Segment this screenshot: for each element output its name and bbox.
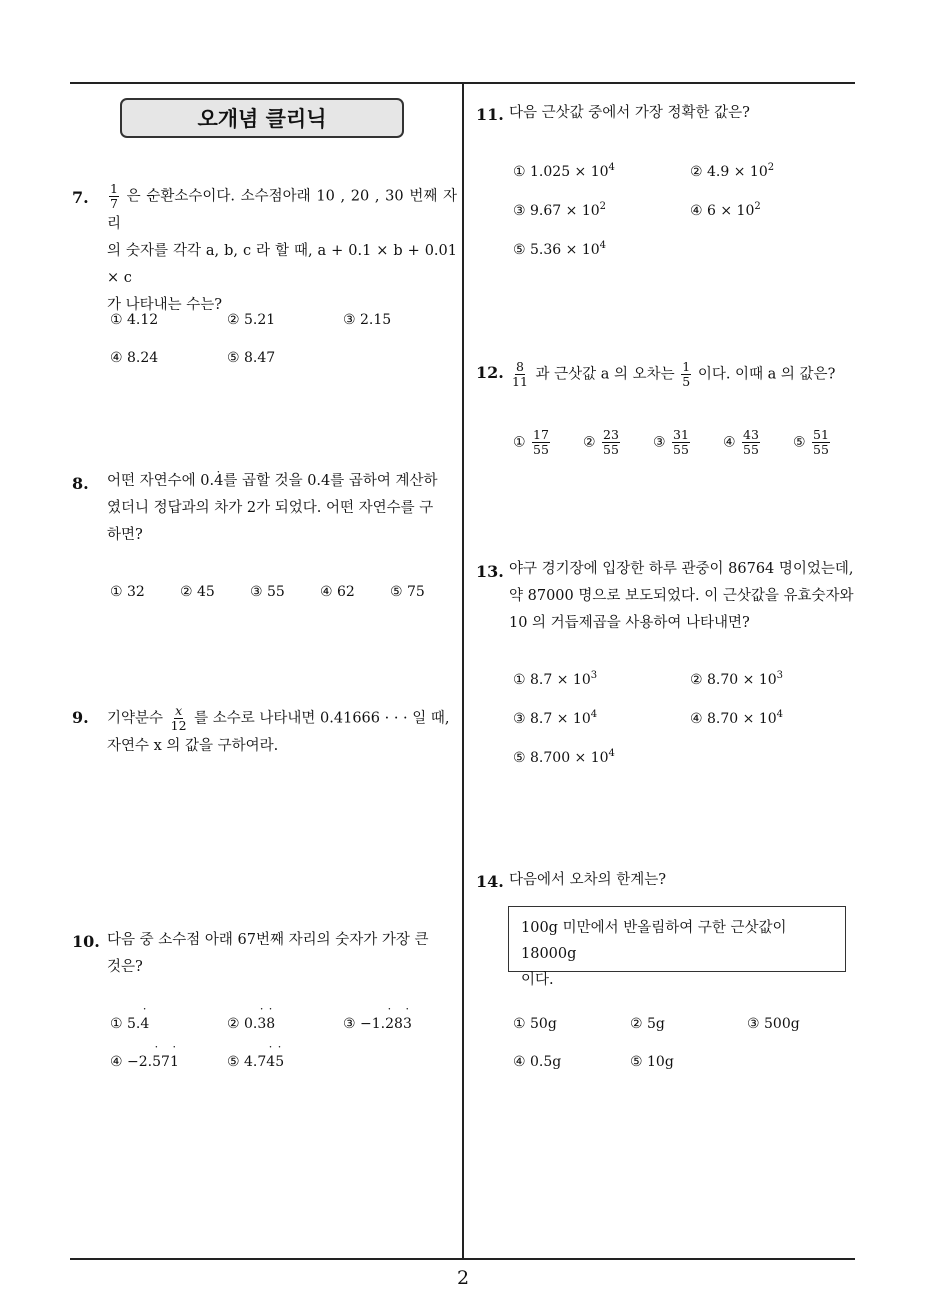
option-symbol: ② xyxy=(690,672,708,688)
question-7-text: $\frac{1}{7}$ 은 순환소수이다. 소수점아래 10 , 20 , 30 번째 자리 의 숫자를 각각 a, b, c 라 할 때, a + 0.1 × b + 0.01 × c 가 나타내는 수는? xyxy=(107,181,458,313)
bottom-rule xyxy=(70,1258,855,1260)
question-11-text: 다음 근삿값 중에서 가장 정확한 값은? xyxy=(509,105,750,121)
option-3[interactable] xyxy=(653,428,692,457)
question-13-number: 13. xyxy=(476,562,504,581)
fraction xyxy=(742,428,760,457)
fraction xyxy=(532,428,550,457)
option-5[interactable] xyxy=(227,1054,284,1070)
repeating-digit: 4 ˙ xyxy=(140,1016,149,1032)
numerator: 17 xyxy=(533,427,549,442)
option-2[interactable] xyxy=(583,428,622,457)
option-2[interactable]: ② 5.21 xyxy=(227,312,276,328)
option-symbol: ③ xyxy=(653,434,671,451)
option-symbol: ④ xyxy=(690,203,708,219)
repeating-digit: 3 ˙ xyxy=(403,1016,412,1032)
exponent: 2 xyxy=(754,201,761,212)
option-value: 8.7 × 10 xyxy=(530,672,591,688)
option-value: 8.70 × 10 xyxy=(707,672,777,688)
option-3[interactable] xyxy=(513,709,597,727)
option-3[interactable] xyxy=(513,201,606,219)
numerator: 43 xyxy=(743,427,759,442)
numerator: 23 xyxy=(603,427,619,442)
option-2[interactable] xyxy=(690,162,774,180)
condition-box: 100g 미만에서 반올림하여 구한 근삿값이 18000g 이다. xyxy=(508,906,846,972)
fraction: $\frac{x}{12}$ xyxy=(170,703,187,733)
question-8-text: 어떤 자연수에 0.4 ˙를 곱할 것을 0.4를 곱하여 계산하 였더니 정답과의 차가 2가 되었다. 어떤 자연수를 구 하면? xyxy=(107,468,457,549)
numerator: 31 xyxy=(673,427,689,442)
option-3[interactable] xyxy=(343,1016,412,1032)
option-4[interactable] xyxy=(690,201,761,219)
option-value: 6 × 10 xyxy=(707,203,755,219)
numerator: 51 xyxy=(813,427,829,442)
question-12-number: 12. xyxy=(476,363,504,382)
option-value: 1.025 × 10 xyxy=(530,164,609,180)
option-1[interactable] xyxy=(513,670,597,688)
exponent: 4 xyxy=(590,709,598,720)
option-5[interactable] xyxy=(513,748,615,766)
option-1[interactable]: ① 50g xyxy=(513,1016,557,1032)
option-2[interactable] xyxy=(227,1016,275,1032)
option-symbol: ② xyxy=(583,434,601,451)
page-number: 2 xyxy=(456,1267,470,1289)
option-symbol: ④ xyxy=(110,1054,128,1070)
fraction xyxy=(602,428,620,457)
option-4[interactable] xyxy=(110,1054,179,1070)
option-symbol: ① xyxy=(513,672,531,688)
repeating-digit: 5 ˙ xyxy=(152,1054,161,1070)
option-1[interactable]: ① 4.12 xyxy=(110,312,159,328)
option-symbol: ⑤ xyxy=(513,242,531,258)
repeating-digit: 5 ˙ xyxy=(275,1054,284,1070)
denominator: 55 xyxy=(533,442,549,457)
exponent: 3 xyxy=(590,670,598,681)
exponent: 4 xyxy=(776,709,784,720)
option-4[interactable]: ④ 0.5g xyxy=(513,1054,562,1070)
fraction xyxy=(672,428,690,457)
fraction: $\frac{8}{11}$ xyxy=(512,359,528,389)
decimal-part: 0. xyxy=(244,1016,258,1032)
fraction: $\frac{1}{7}$ xyxy=(110,181,118,211)
option-3[interactable]: ③ 500g xyxy=(747,1016,800,1032)
exponent: 2 xyxy=(599,201,607,212)
option-5[interactable]: ⑤ 10g xyxy=(630,1054,674,1070)
option-3[interactable]: ③ 55 xyxy=(250,584,285,600)
fraction: $\frac{1}{5}$ xyxy=(682,359,691,389)
decimal-part: 5. xyxy=(127,1016,141,1032)
option-2[interactable]: ② 45 xyxy=(180,584,215,600)
option-5[interactable] xyxy=(793,428,832,457)
option-5[interactable] xyxy=(513,240,606,258)
option-2[interactable]: ② 5g xyxy=(630,1016,665,1032)
decimal-part: 8 xyxy=(394,1016,403,1032)
question-13-text: 야구 경기장에 입장한 하루 관중이 86764 명이었는데, 약 87000 명으로 보도되었다. 이 근삿값을 유효숫자와 10 의 거듭제곱을 사용하여 나타내면? xyxy=(509,561,854,631)
option-symbol: ① xyxy=(513,164,531,180)
decimal-part: −1. xyxy=(360,1016,386,1032)
option-symbol: ③ xyxy=(513,203,531,219)
option-symbol: ⑤ xyxy=(793,434,811,451)
option-1[interactable]: ① 32 xyxy=(110,584,145,600)
option-symbol: ① xyxy=(110,1016,128,1032)
exponent: 4 xyxy=(608,162,615,173)
option-4[interactable] xyxy=(723,428,762,457)
repeating-digit: 4 ˙ xyxy=(266,1054,275,1070)
denominator: 55 xyxy=(673,442,689,457)
option-value: 8.700 × 10 xyxy=(530,750,609,766)
question-8-number: 8. xyxy=(72,474,89,493)
option-symbol: ④ xyxy=(690,711,708,727)
option-4[interactable] xyxy=(690,709,783,727)
question-10-text: 다음 중 소수점 아래 67번째 자리의 숫자가 가장 큰 것은? xyxy=(107,932,429,975)
decimal-part: 4.7 xyxy=(244,1054,267,1070)
denominator: 55 xyxy=(743,442,759,457)
question-14-text: 다음에서 오차의 한계는? xyxy=(509,872,667,888)
option-symbol: ② xyxy=(690,164,708,180)
question-14-number: 14. xyxy=(476,872,504,891)
fraction xyxy=(812,428,830,457)
option-5[interactable]: ⑤ 8.47 xyxy=(227,350,276,366)
option-3[interactable]: ③ 2.15 xyxy=(343,312,392,328)
question-9-number: 9. xyxy=(72,708,89,727)
option-symbol: ④ xyxy=(723,434,741,451)
option-value: 8.70 × 10 xyxy=(707,711,777,727)
option-1[interactable] xyxy=(513,162,615,180)
exponent: 2 xyxy=(767,162,775,173)
column-divider xyxy=(462,82,464,1259)
repeating-digit: 8 ˙ xyxy=(266,1016,275,1032)
exponent: 4 xyxy=(599,240,607,251)
decimal-part: −2. xyxy=(127,1054,153,1070)
option-symbol: ⑤ xyxy=(513,750,531,766)
decimal-part: 7 xyxy=(161,1054,170,1070)
question-7-number: 7. xyxy=(72,188,89,207)
option-4[interactable]: ④ 62 xyxy=(320,584,355,600)
option-value: 5.36 × 10 xyxy=(530,242,600,258)
option-5[interactable]: ⑤ 75 xyxy=(390,584,425,600)
question-10-number: 10. xyxy=(72,932,100,951)
question-11-number: 11. xyxy=(476,105,504,124)
repeating-digit: 1 ˙ xyxy=(170,1054,179,1070)
section-banner: 오개념 클리닉 xyxy=(120,98,404,138)
option-symbol: ③ xyxy=(343,1016,361,1032)
denominator: 55 xyxy=(603,442,619,457)
option-symbol: ③ xyxy=(513,711,531,727)
option-symbol: ⑤ xyxy=(227,1054,245,1070)
question-12-text: $\frac{8}{11}$ 과 근삿값 a 의 오차는 $\frac{1}{5}$ 이다. 이때 a 의 값은? xyxy=(512,359,836,389)
option-value: 8.7 × 10 xyxy=(530,711,591,727)
exponent: 4 xyxy=(608,748,615,759)
option-1[interactable] xyxy=(513,428,552,457)
option-value: 9.67 × 10 xyxy=(530,203,600,219)
question-9-text: 기약분수 $\frac{x}{12}$ 를 소수로 나타내면 0.41666 · · · 일 때, 자연수 x 의 값을 구하여라. xyxy=(107,703,450,754)
repeating-digit: 2 ˙ xyxy=(385,1016,394,1032)
option-value: 4.9 × 10 xyxy=(707,164,768,180)
option-4[interactable]: ④ 8.24 xyxy=(110,350,159,366)
option-2[interactable] xyxy=(690,670,783,688)
option-symbol: ① xyxy=(513,434,531,451)
denominator: 55 xyxy=(813,442,829,457)
repeating-digit: 3 ˙ xyxy=(257,1016,266,1032)
option-symbol: ② xyxy=(227,1016,245,1032)
exponent: 3 xyxy=(776,670,784,681)
option-1[interactable] xyxy=(110,1016,149,1032)
